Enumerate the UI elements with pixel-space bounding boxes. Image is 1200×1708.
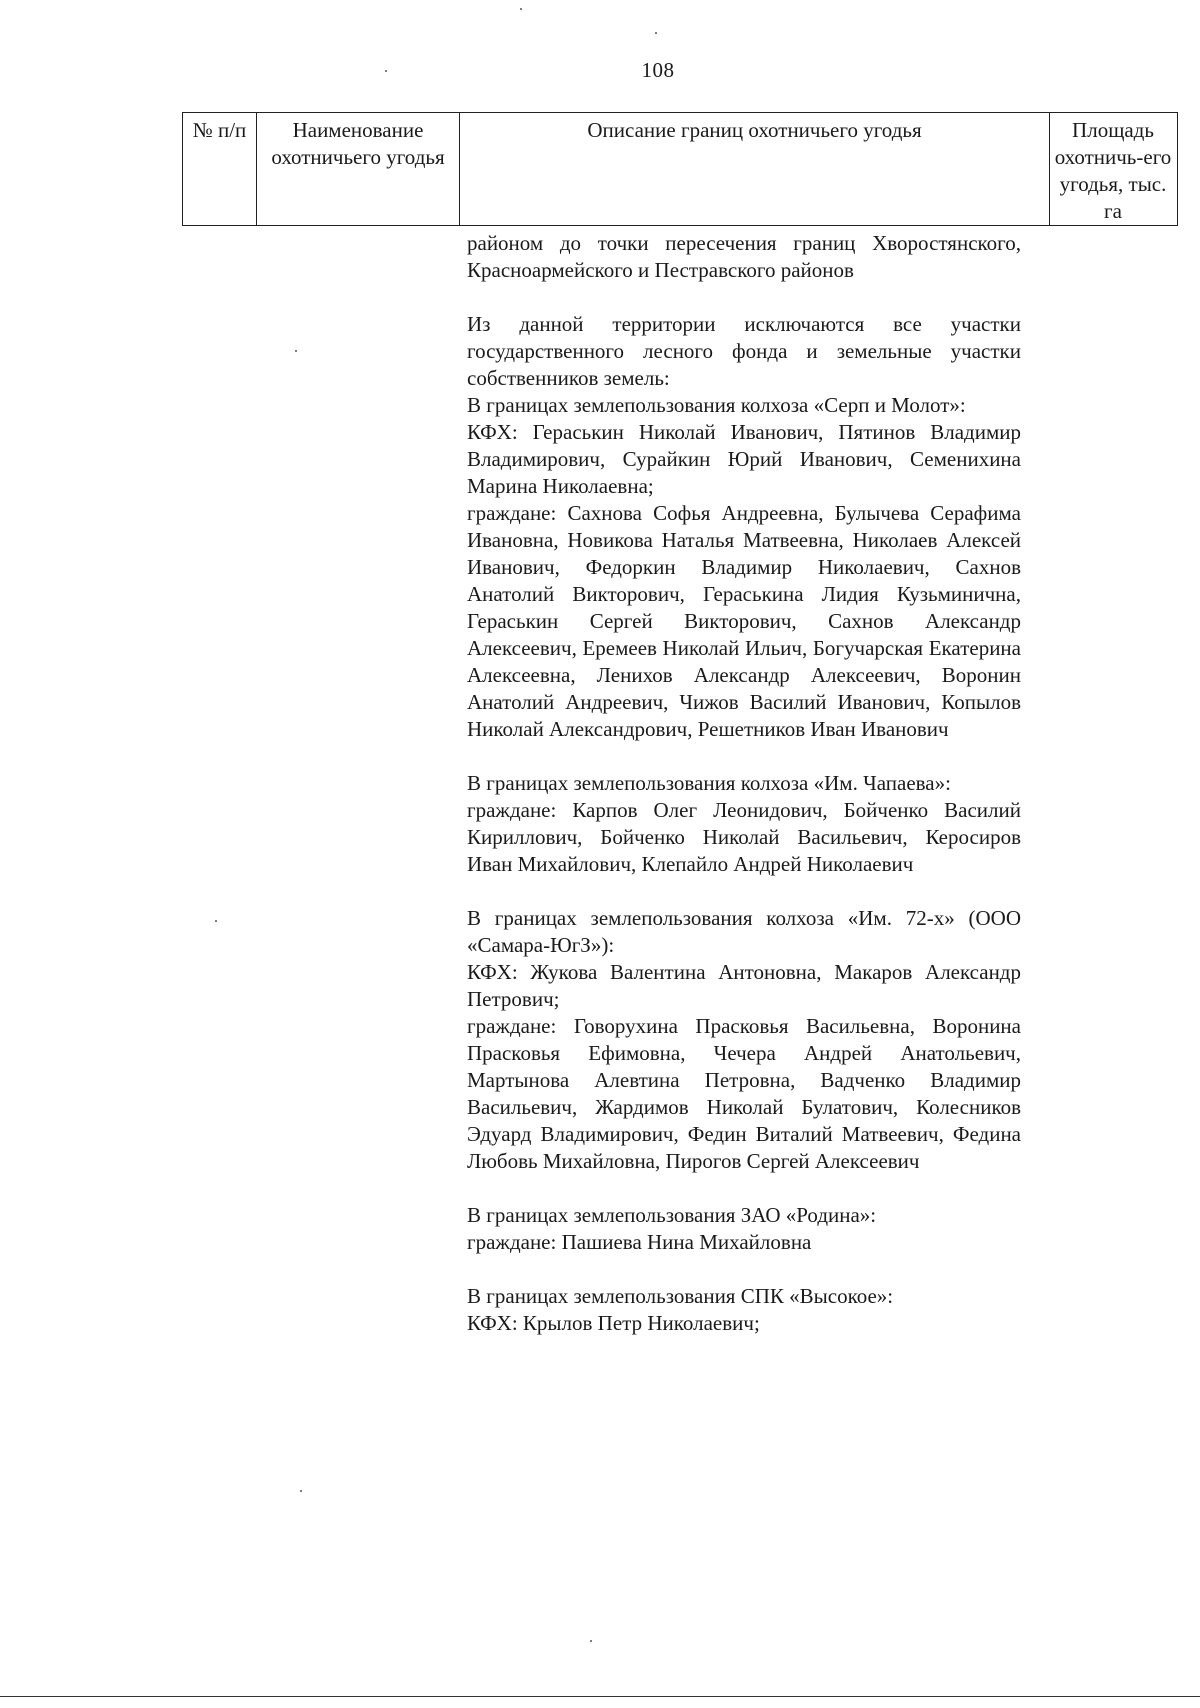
header-cell-number: № п/п — [183, 113, 257, 225]
header-cell-area: Площадь охотничь-его угодья, тыс. га — [1054, 118, 1172, 223]
scan-speck — [295, 350, 297, 352]
paragraph: КФХ: Крылов Петр Николаевич; — [467, 1311, 760, 1335]
bottom-rule — [0, 1696, 1200, 1697]
header-cell-description: Описание границ охотничьего угодья — [460, 113, 1050, 225]
boundary-description-text — [467, 230, 1021, 1337]
paragraph: В границах землепользования колхоза «Им. Чапаева»: — [467, 771, 951, 795]
scan-speck — [520, 8, 522, 10]
paragraph: В границах землепользования колхоза «Им. 72-х» (ООО «Самара-ЮгЗ»): — [467, 906, 1021, 957]
paragraph: В границах землепользования колхоза «Серп и Молот»: — [467, 393, 966, 417]
paragraph: В границах землепользования СПК «Высокое»: — [467, 1284, 894, 1308]
header-cell-name: Наименование охотничьего угодья — [257, 113, 460, 225]
scan-speck — [385, 70, 387, 72]
scan-speck — [300, 1490, 302, 1492]
paragraph: граждане: Сахнова Софья Андреевна, Булычева Серафима Ивановна, Новикова Наталья Матвеевна, Николаев Алексей Иванович, Федоркин Владимир Николаевич, Сахнов Анатолий Викторович, Гераськина Лидия Кузьминична, Гераськин Сергей Викторович, Сахнов Александр Алексеевич, Еремеев Николай Ильич, Богучарская Екатерина Алексеевна, Ленихов Александр Алексеевич, Воронин Анатолий Андреевич, Чижов Василий Иванович, Копылов Николай Александрович, Решетников Иван Иванович — [467, 501, 1021, 741]
page-number: 108 — [641, 58, 675, 82]
paragraph: КФХ: Жукова Валентина Антоновна, Макаров Александр Петрович; — [467, 960, 1021, 1011]
paragraph: КФХ: Гераськин Николай Иванович, Пятинов Владимир Владимирович, Сурайкин Юрий Иванович, Семенихина Марина Николаевна; — [467, 420, 1021, 498]
table-header-row — [182, 112, 1178, 226]
paragraph: граждане: Карпов Олег Леонидович, Бойченко Василий Кириллович, Бойченко Николай Васильевич, Керосиров Иван Михайлович, Клепайло Андрей Николаевич — [467, 798, 1021, 876]
scan-speck — [590, 1640, 592, 1642]
paragraph: Из данной территории исключаются все участки государственного лесного фонда и земельные участки собственников земель: — [467, 312, 1021, 390]
paragraph: В границах землепользования ЗАО «Родина»: — [467, 1203, 877, 1227]
paragraph: граждане: Говорухина Прасковья Васильевна, Воронина Прасковья Ефимовна, Чечера Андрей Анатольевич, Мартынова Алевтина Петровна, Вадченко Владимир Васильевич, Жардимов Николай Булатович, Колесников Эдуард Владимирович, Федин Виталий Матвеевич, Федина Любовь Михайловна, Пирогов Сергей Алексеевич — [467, 1014, 1021, 1173]
scan-speck — [215, 920, 217, 922]
paragraph: районом до точки пересечения границ Хворостянского, Красноармейского и Пестравского районов — [467, 231, 1021, 282]
scan-speck — [655, 32, 657, 34]
paragraph: граждане: Пашиева Нина Михайловна — [467, 1230, 812, 1254]
